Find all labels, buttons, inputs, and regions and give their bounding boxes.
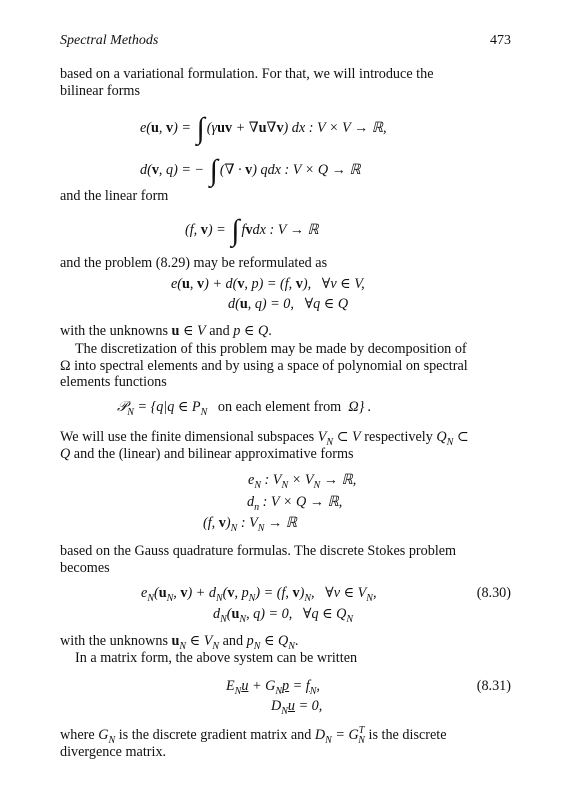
equation-problem-1: e(u, v) + d(v, p) = (f, v), ∀v ∈ V, (171, 276, 365, 292)
text-line: bilinear forms (60, 83, 140, 99)
text-line: divergence matrix. (60, 744, 167, 760)
equation-fvN: (f, $v)_N$ : $V_N$ → ℝ (203, 515, 297, 534)
equation-number: (8.30) (476, 585, 511, 601)
equation-polynomial-space: 𝒫$_N$ = {q|q ∈ $P_N$ on each element from Ω} . (117, 399, 372, 418)
text-line: where $G_N$ is the discrete gradient matrix and $D_N = G^T_N$ is the discrete (60, 725, 447, 746)
text-line: Ω into spectral elements and by using a space of polynomial on spectral (60, 358, 468, 374)
equation-matrix-1: $E_Nu + G_Np = f_N$, (226, 678, 320, 697)
equation-dn: $d_n$ : V × Q → ℝ, (247, 494, 343, 513)
equation-e-form: e(u, v) = ∫ (γuv + ∇u∇v) dx : V × V → ℝ, (140, 112, 387, 145)
equation-number: (8.31) (476, 678, 511, 694)
equation-matrix-2: $D_Nu = 0$, (271, 698, 323, 717)
equation-f-form: (f, v) = ∫ fvdx : V → ℝ (185, 214, 319, 247)
text-line: becomes (60, 560, 110, 576)
page-number: 473 (490, 33, 511, 48)
equation-eN: $e_N$ : $V_N \times V_N$ → ℝ, (248, 472, 357, 491)
text-line: based on a variational formulation. For that, we will introduce the (60, 66, 434, 82)
equation-discrete-2: $d_N(u_N$, q) = 0, ∀q ∈ $Q_N$ (213, 606, 354, 625)
text-line: Q and the (linear) and bilinear approximative forms (60, 446, 354, 462)
text-line: and the problem (8.29) may be reformulated as (60, 255, 328, 271)
text-line: with the unknowns $u_N$ ∈ $V_N$ and $p_N$ ∈ $Q_N$. (60, 633, 299, 652)
equation-discrete-1: $e_N(u_N$, $v) + d_N(v$, $p_N) = (f$, $v)_N$, ∀v ∈ $V_N$, (141, 585, 377, 604)
equation-d-form: d(v, q) = − ∫ (∇ · v) qdx : V × Q → ℝ (140, 154, 361, 187)
text-line: and the linear form (60, 188, 169, 204)
text-line: based on the Gauss quadrature formulas. The discrete Stokes problem (60, 543, 457, 559)
text-line: elements functions (60, 374, 167, 390)
equation-problem-2: d(u, q) = 0, ∀q ∈ Q (228, 296, 349, 312)
text-line: In a matrix form, the above system can be written (75, 650, 358, 666)
text-line: The discretization of this problem may be made by decomposition of (75, 341, 467, 357)
running-title: Spectral Methods (60, 33, 159, 48)
text-line: We will use the finite dimensional subspaces $V_N$ ⊂ V respectively $Q_N$ ⊂ (60, 429, 469, 448)
text-line: with the unknowns u ∈ V and p ∈ Q. (60, 323, 272, 339)
